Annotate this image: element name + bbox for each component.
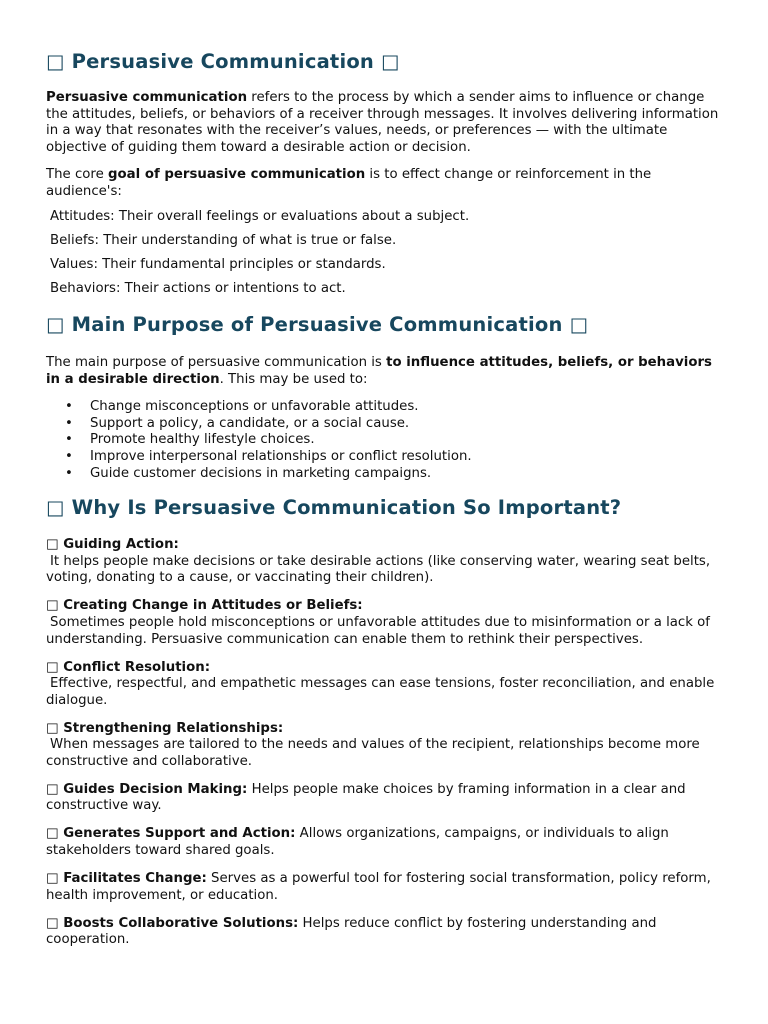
- goal-text-post: is to effect change or reinforcement in the audience's:: [46, 167, 652, 199]
- placeholder-glyph-icon: □: [569, 313, 589, 336]
- definition-term: Persuasive communication: [46, 90, 248, 105]
- list-item: [65, 448, 728, 466]
- reason-inline-item: [46, 782, 728, 815]
- reason-title: Generates Support and Action:: [63, 826, 296, 842]
- list-item-text: Guide customer decisions in marketing campaigns.: [90, 465, 432, 481]
- goal-item: Values: Their fundamental principles or standards.: [50, 257, 386, 273]
- purpose-paragraph: [46, 355, 728, 388]
- reason-text: It helps people make decisions or take desirable actions (like conserving water, wearing seat belts, voting, donating to a cause, or vaccinating their children).: [46, 553, 711, 586]
- bullet-icon: •: [65, 432, 73, 448]
- heading-text: Main Purpose of Persuasive Communication: [71, 313, 563, 336]
- reason-title: Boosts Collaborative Solutions:: [63, 915, 299, 931]
- list-item-text: Change misconceptions or unfavorable attitudes.: [90, 399, 419, 415]
- purpose-text-post: . This may be used to:: [219, 371, 368, 387]
- heading-text: Why Is Persuasive Communication So Important?: [71, 496, 622, 520]
- list-item-text: Support a policy, a candidate, or a social cause.: [90, 415, 410, 431]
- reason-text: When messages are tailored to the needs and values of the recipient, relationships become more constructive and collaborative.: [46, 737, 700, 769]
- definition-text: refers to the process by which a sender aims to influence or change the attitudes, beliefs, or behaviors of a receiver through messages. It involves delivering information in a way that resonates with the receiver’s values, needs, or preferences — with the ultimate objective of guiding them toward a desirable action or decision.: [46, 90, 719, 155]
- bullet-icon: •: [65, 465, 73, 481]
- placeholder-glyph-icon: □: [46, 720, 59, 736]
- placeholder-glyph-icon: □: [381, 50, 400, 73]
- placeholder-glyph-icon: □: [46, 50, 65, 73]
- placeholder-glyph-icon: □: [46, 871, 59, 886]
- reason-text: Helps people make choices by framing information in a clear and constructive way.: [46, 781, 686, 814]
- placeholder-glyph-icon: □: [46, 598, 59, 614]
- reason-title: Guiding Action:: [63, 537, 179, 553]
- reason-text: Allows organizations, campaigns, or individuals to align stakeholders toward shared goals.: [46, 826, 669, 859]
- section-heading-persuasive-communication: [46, 50, 728, 74]
- purpose-term: to influence attitudes, beliefs, or behaviors in a desirable direction: [46, 355, 712, 387]
- goal-item: Attitudes: Their overall feelings or evaluations about a subject.: [50, 208, 470, 224]
- reason-text: Helps reduce conflict by fostering understanding and cooperation.: [46, 915, 657, 948]
- list-item: [65, 399, 728, 416]
- goal-text-pre: The core: [46, 167, 108, 183]
- goal-item: Beliefs: Their understanding of what is true or false.: [50, 232, 397, 248]
- bullet-icon: •: [65, 448, 73, 464]
- purpose-list: [46, 399, 728, 482]
- placeholder-glyph-icon: □: [46, 537, 59, 553]
- goal-paragraph: [46, 167, 728, 200]
- section-heading-main-purpose: [46, 313, 728, 337]
- heading-text: Persuasive Communication: [71, 50, 375, 73]
- reason-text: Effective, respectful, and empathetic messages can ease tensions, foster reconciliation, and enable dialogue.: [46, 676, 715, 708]
- reason-title: Strengthening Relationships:: [63, 720, 284, 736]
- reason-inline-item: [46, 916, 728, 949]
- placeholder-glyph-icon: □: [46, 826, 59, 842]
- list-item: [65, 415, 728, 433]
- reason-title: Conflict Resolution:: [63, 659, 211, 675]
- reason-inline-item: [46, 871, 728, 904]
- reason-title: Facilitates Change:: [63, 871, 207, 886]
- bullet-icon: •: [65, 415, 73, 431]
- reason-item: [46, 598, 728, 648]
- section-heading-why-important: [46, 496, 728, 520]
- placeholder-glyph-icon: □: [46, 496, 65, 520]
- reason-title: Creating Change in Attitudes or Beliefs:: [63, 598, 363, 614]
- reason-text: Serves as a powerful tool for fostering social transformation, policy reform, health improvement, or education.: [46, 871, 711, 903]
- placeholder-glyph-icon: □: [46, 313, 65, 336]
- list-item-text: Promote healthy lifestyle choices.: [90, 432, 315, 448]
- reason-item: [46, 537, 728, 587]
- placeholder-glyph-icon: □: [46, 915, 59, 931]
- reason-inline-item: [46, 826, 728, 859]
- goal-term: goal of persuasive communication: [108, 167, 366, 183]
- definition-paragraph: [46, 90, 728, 156]
- list-item: [65, 432, 728, 449]
- goal-item: Behaviors: Their actions or intentions to act.: [50, 281, 346, 297]
- reason-item: [46, 721, 728, 771]
- placeholder-glyph-icon: □: [46, 659, 59, 675]
- reason-item: [46, 660, 728, 710]
- list-item-text: Improve interpersonal relationships or conflict resolution.: [90, 448, 472, 464]
- bullet-icon: •: [65, 399, 73, 415]
- placeholder-glyph-icon: □: [46, 781, 59, 797]
- reason-text: Sometimes people hold misconceptions or unfavorable attitudes due to misinformation or a lack of understanding. Persuasive communication can enable them to rethink their perspectives.: [46, 614, 710, 647]
- list-item: [65, 465, 728, 483]
- purpose-text-pre: The main purpose of persuasive communication is: [46, 355, 387, 370]
- reason-title: Guides Decision Making:: [63, 781, 248, 797]
